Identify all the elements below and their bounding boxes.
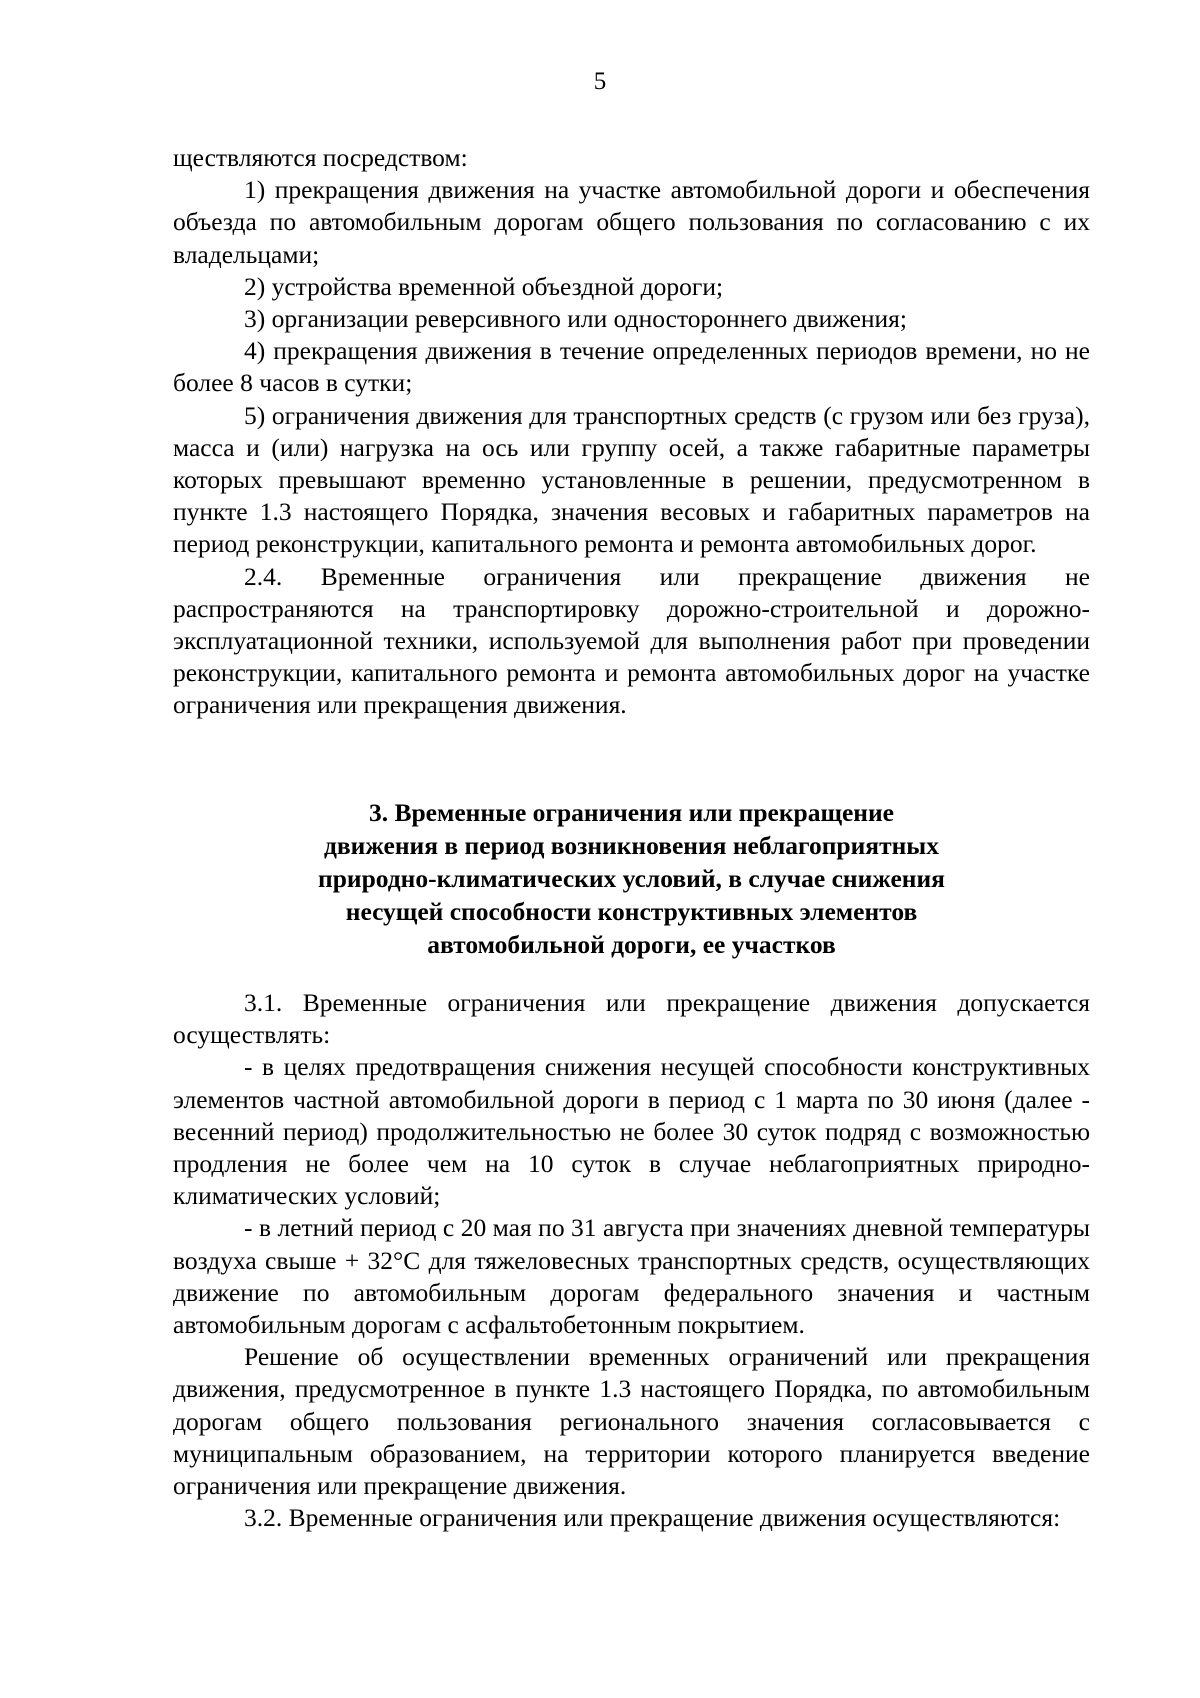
clause-3-1-item-spring: - в целях предотвращения снижения несущей способности конструктивных элементов частной автомобильной дороги в период с 1 марта по 30 июня (далее - весенний период) продолжительностью не более 30 суток подряд с возможностью продления не более чем на 10 суток в случае неблагоприятных природно-климатических условий; [173, 1052, 1090, 1211]
list-item-3: 3) организации реверсивного или одностороннего движения; [244, 304, 907, 334]
list-item-2: 2) устройства временной объездной дороги; [244, 271, 724, 301]
heading-line: природно-климатических условий, в случае снижения [318, 864, 945, 893]
clause-3-1-item-summer: - в летний период с 20 мая по 31 августа при значениях дневной температуры воздуха свыше + 32°С для тяжеловесных транспортных средств, осуществляющих движение по автомобильным дорогам федерального значения и частным автомобильным дорогам с асфальтобетонным покрытием. [173, 1213, 1090, 1340]
clause-3-2: 3.2. Временные ограничения или прекращение движения осуществляются: [244, 1503, 1061, 1533]
list-item-4: 4) прекращения движения в течение определенных периодов времени, но не более 8 часов в сутки; [173, 336, 1090, 398]
page-number: 5 [593, 68, 607, 95]
section-3-heading [173, 796, 1090, 961]
heading-line: 3. Временные ограничения или прекращение [368, 798, 895, 827]
clause-3-1: 3.1. Временные ограничения или прекращение движения допускается осуществлять: [173, 988, 1090, 1050]
list-item-1: 1) прекращения движения на участке автомобильной дороги и обеспечения объезда по автомобильным дорогам общего пользования по согласованию с их владельцами; [173, 175, 1090, 269]
decision-paragraph: Решение об осуществлении временных ограничений или прекращения движения, предусмотренное в пункте 1.3 настоящего Порядка, по автомобильным дорогам общего пользования регионального значения согласовывается с муниципальным образованием, на территории которого планируется введение ограничения или прекращение движения. [173, 1342, 1090, 1501]
section-2-continuation [173, 142, 1090, 722]
heading-line: автомобильной дороги, ее участков [427, 930, 836, 959]
section-3-body [173, 987, 1090, 1534]
heading-line: несущей способности конструктивных элементов [345, 897, 918, 926]
clause-2-4: 2.4. Временные ограничения или прекращение движения не распространяются на транспортировку дорожно-строительной и дорожно-эксплуатационной техники, используемой для выполнения работ при проведении реконструкции, капитального ремонта и ремонта автомобильных дорог на участке ограничения или прекращения движения. [173, 561, 1090, 720]
paragraph-continuation: ществляются посредством: [173, 143, 468, 172]
list-item-5: 5) ограничения движения для транспортных средств (с грузом или без груза), масса и (или) нагрузка на ось или группу осей, а также габаритные параметры которых превышают временно установленные в решении, предусмотренном в пункте 1.3 настоящего Порядка, значения весовых и габаритных параметров на период реконструкции, капитального ремонта и ремонта автомобильных дорог. [173, 400, 1090, 559]
heading-line: движения в период возникновения неблагоприятных [324, 831, 939, 860]
